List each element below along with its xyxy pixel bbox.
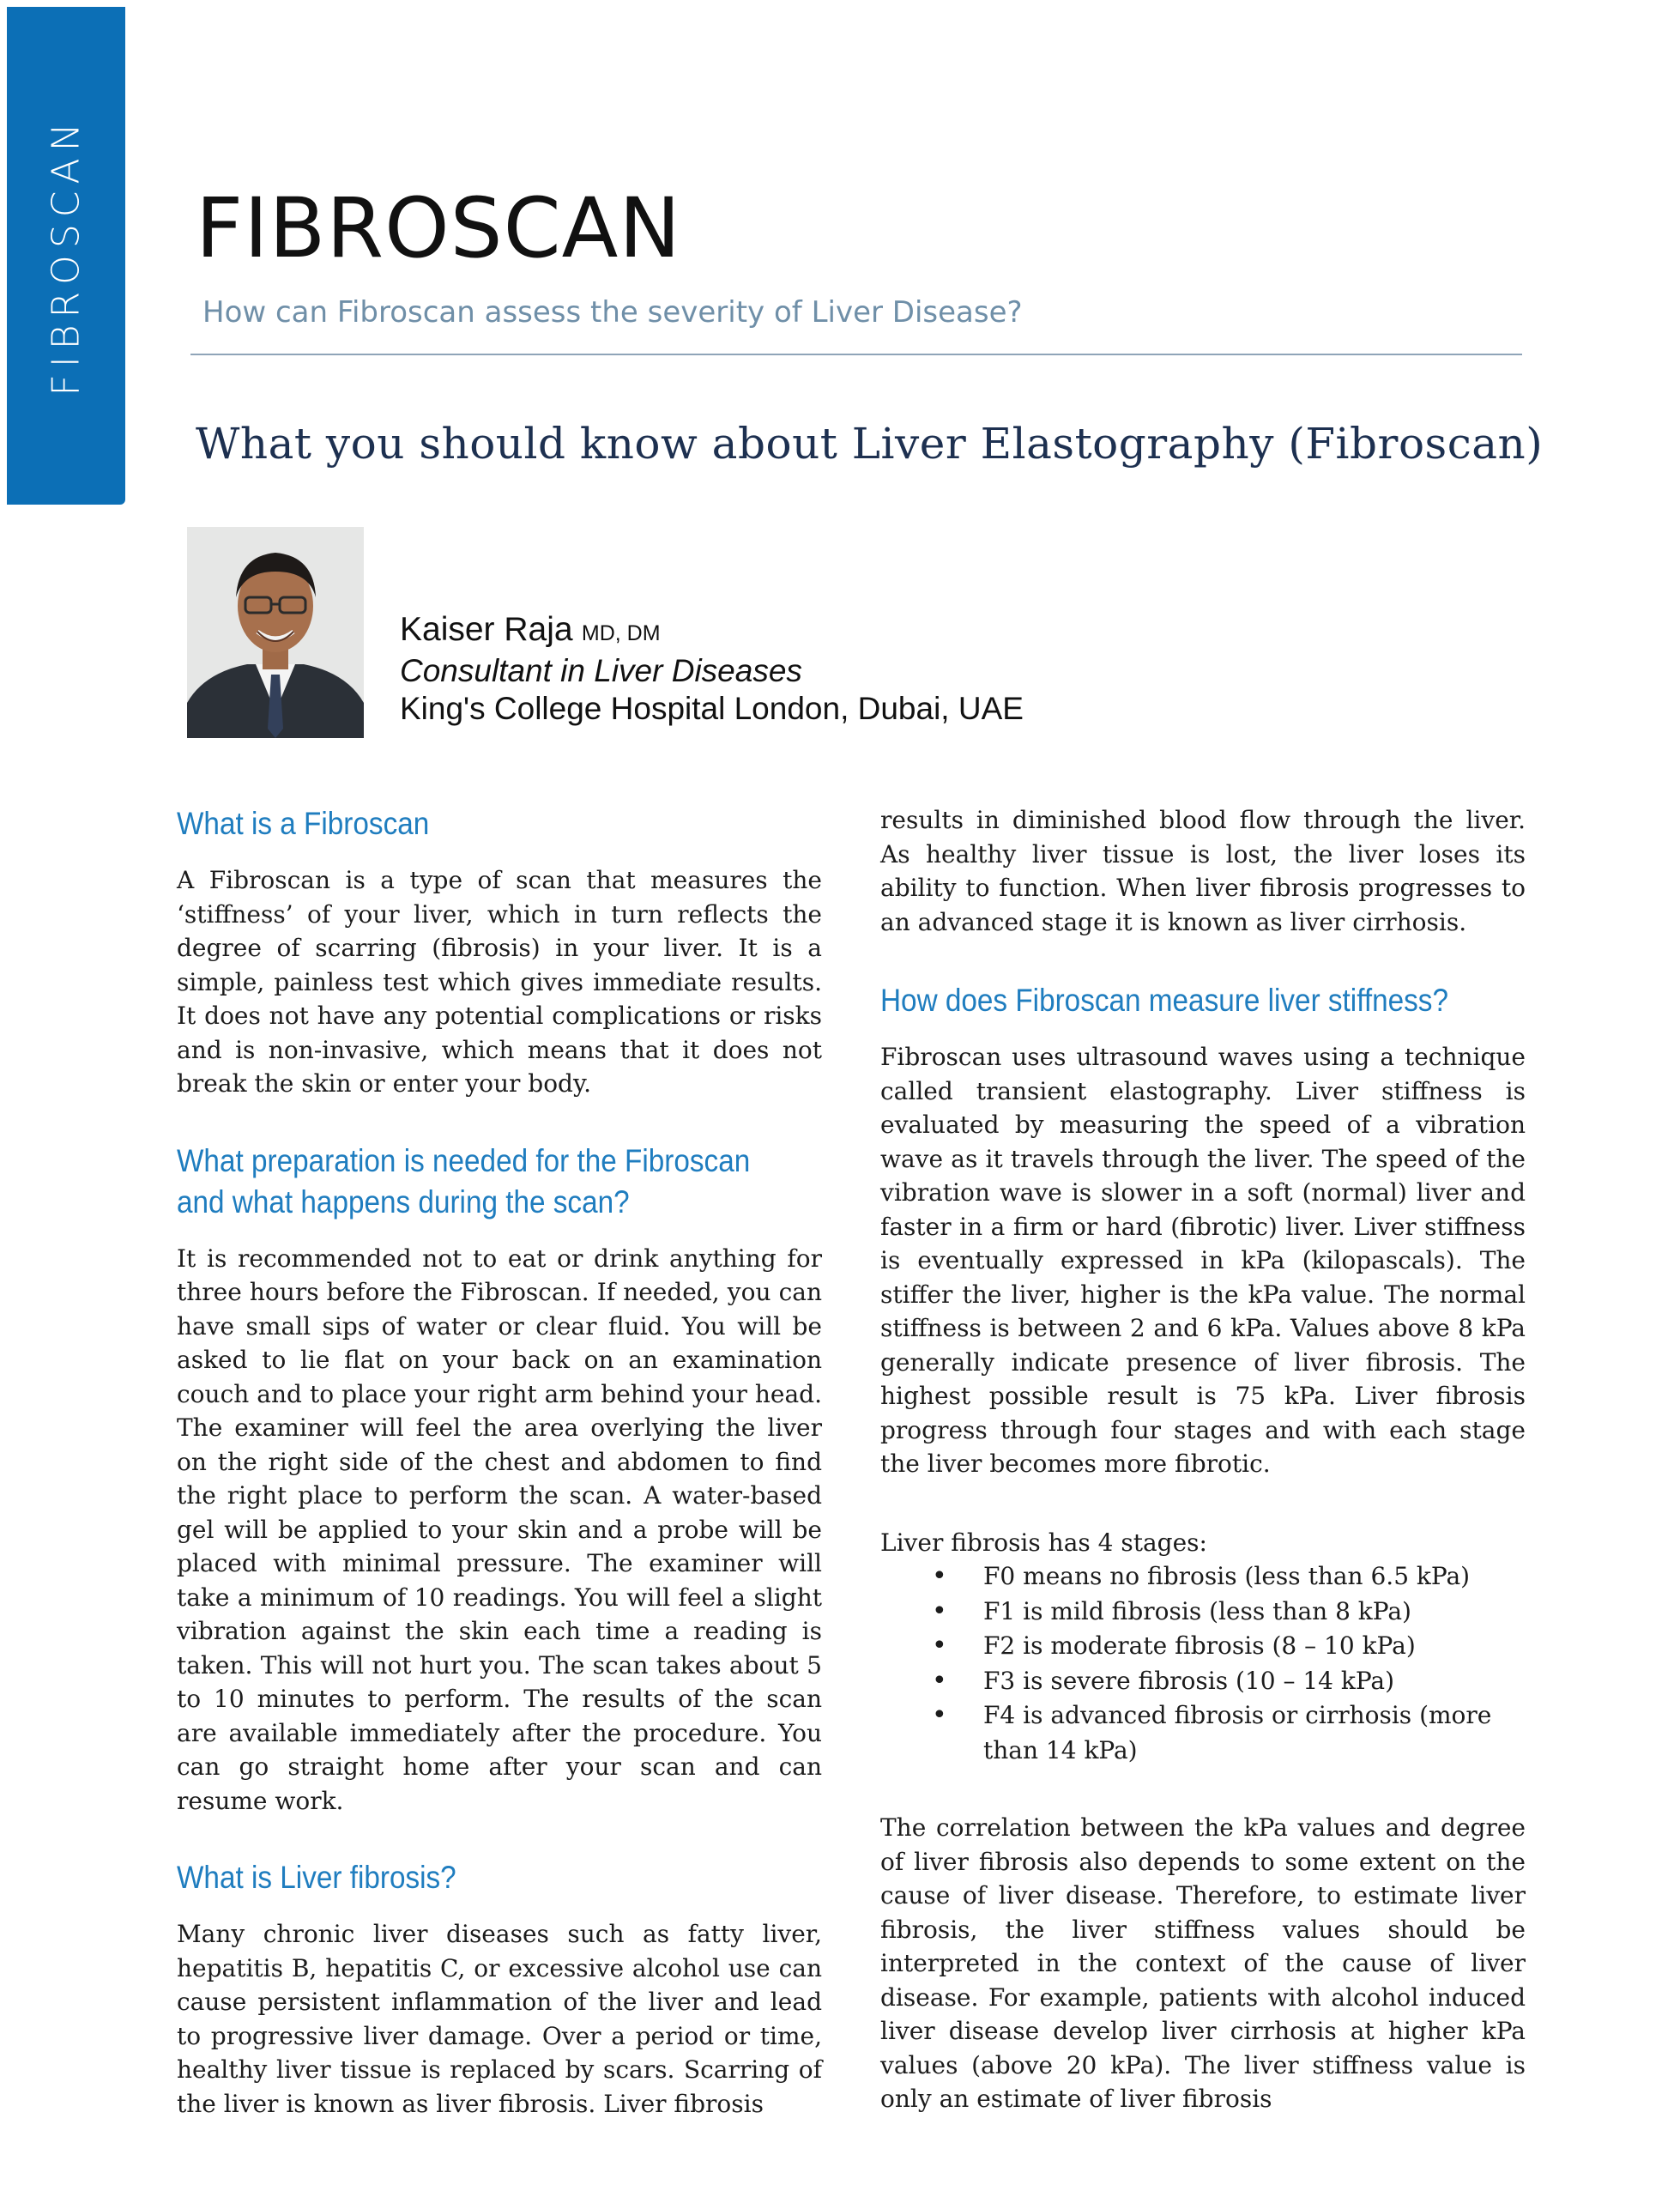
section-what-is	[177, 803, 822, 1101]
stages-list	[880, 1559, 1526, 1768]
side-tab-label: FIBROSCAN	[44, 116, 88, 396]
section-title-fibrosis: What is Liver fibrosis?	[177, 1860, 456, 1895]
author-name: Kaiser Raja	[400, 611, 573, 648]
list-item: • F1 is mild fibrosis (less than 8 kPa)	[880, 1595, 1526, 1630]
section-body-fibrosis-continued: results in diminished blood flow through the liver. As healthy liver tissue is lost, the liver loses its ability to function. When liver fibrosis progresses to an advanced stage it is known as liver cirrhosis.	[880, 806, 1526, 936]
section-body-preparation: It is recommended not to eat or drink anything for three hours before the Fibroscan. If needed, you can have small sips of water or clear fluid. You will be asked to lie flat on your back on an examination couch and to place your right arm behind your head. The examiner will feel the area overlying the liver on the right side of the chest and abdomen to find the right place to perform the scan. A water-based gel will be applied to your skin and a probe will be placed with minimal pressure. The examiner will take a minimum of 10 readings. You will feel a slight vibration against the skin each time a reading is taken. This will not hurt you. The scan takes about 5 to 10 minutes to perform. The results of the scan are available immediately after the procedure. You can go straight home after your scan and can resume work.	[177, 1244, 822, 1815]
section-body-fibrosis: Many chronic liver diseases such as fatty liver, hepatitis B, hepatitis C, or excessive alcohol use can cause persistent inflammation of the liver and lead to progressive liver damage. Over a period or time, healthy liver tissue is replaced by scars. Scarring of the liver is known as liver fibrosis. Liver fibrosis	[177, 1920, 822, 2118]
section-title-preparation-line2: and what happens during the scan?	[177, 1183, 630, 1220]
section-title-preparation-line1: What preparation is needed for the Fibroscan	[177, 1142, 751, 1178]
page-title: FIBROSCAN	[196, 180, 682, 276]
left-column	[177, 803, 822, 2121]
author-portrait-icon	[187, 527, 364, 738]
list-item: • F3 is severe fibrosis (10 – 14 kPa)	[880, 1664, 1526, 1699]
section-title-preparation	[177, 1141, 758, 1223]
author-hospital: King's College Hospital London, Dubai, UAE	[400, 691, 1024, 726]
section-body-what-is: A Fibroscan is a type of scan that measures the ‘stiffness’ of your liver, which in turn reflects the degree of scarring (fibrosis) in your liver. It is a simple, painless test which gives immediate results. It does not have any potential complications or risks and is non-invasive, which means that it does not break the skin or enter your body.	[177, 866, 822, 1098]
section-title-measure: How does Fibroscan measure liver stiffness?	[880, 983, 1448, 1018]
list-item: • F2 is moderate fibrosis (8 – 10 kPa)	[880, 1629, 1526, 1664]
author-block	[400, 611, 1024, 728]
author-role: Consultant in Liver Diseases	[400, 653, 802, 688]
header-divider	[190, 354, 1522, 355]
section-body-correlation: The correlation between the kPa values and degree of liver fibrosis also depends to some extent on the cause of liver disease. Therefore, to estimate liver fibrosis, the liver stiffness values should be interpreted in the context of the cause of liver disease. For example, patients with alcohol induced liver disease develop liver cirrhosis at higher kPa values (above 20 kPa). The liver stiffness value is only an estimate of liver fibrosis	[880, 1813, 1526, 2113]
author-credentials: MD, DM	[581, 621, 661, 645]
section-fibrosis	[177, 1857, 822, 2121]
side-tab	[7, 7, 125, 505]
right-column	[880, 803, 1526, 2116]
article-heading: What you should know about Liver Elastography (Fibroscan)	[196, 419, 1544, 469]
author-photo	[187, 527, 364, 738]
section-title-what-is: What is a Fibroscan	[177, 806, 430, 841]
list-item: • F4 is advanced fibrosis or cirrhosis (more than 14 kPa)	[880, 1698, 1526, 1768]
page-subtitle: How can Fibroscan assess the severity of Liver Disease?	[202, 295, 1023, 330]
stages-intro: Liver fibrosis has 4 stages:	[880, 1528, 1207, 1557]
section-body-measure: Fibroscan uses ultrasound waves using a technique called transient elastography. Liver stiffness is evaluated by measuring the speed of a vibration wave as it travels through the liver. The speed of the vibration wave is slower in a soft (normal) liver and faster in a firm or hard (fibrotic) liver. Liver stiffness is eventually expressed in kPa (kilopascals). The stiffer the liver, higher is the kPa value. The normal stiffness is between 2 and 6 kPa. Values above 8 kPa generally indicate presence of liver fibrosis. The highest possible result is 75 kPa. Liver fibrosis progress through four stages and with each stage the liver becomes more fibrotic.	[880, 1043, 1526, 1478]
list-item: • F0 means no fibrosis (less than 6.5 kPa)	[880, 1559, 1526, 1595]
section-preparation	[177, 1141, 822, 1819]
